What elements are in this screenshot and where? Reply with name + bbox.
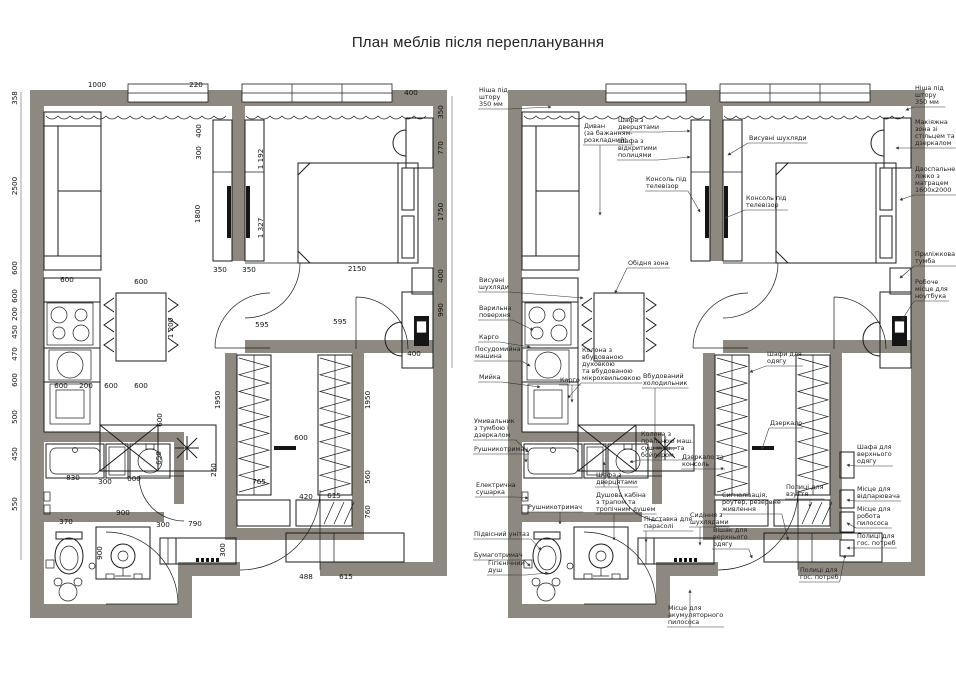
annotation-label: Диван (за бажанням-розкладний) [584,122,633,144]
annotation-label: Шафи для одягу [767,350,802,365]
annotation-leader [749,549,752,558]
dim-label: 595 [333,317,347,326]
dim-label: 300 [156,520,170,529]
annotation-label: Колона з вбудованою духовкою та вбудованою мікрохвильовкою [582,346,641,382]
annotation-leader [615,268,627,293]
annotation-label: Рушникотримач [528,503,583,511]
annotation-label: Обідня зона [628,259,669,267]
dim-label: 400 [194,124,203,138]
dim-label: 450 [10,325,19,339]
fridge-symbol [175,436,199,460]
mirror [274,446,296,450]
dim-label: 600 [155,413,164,427]
hob [47,303,93,345]
dim-label: 990 [436,303,445,317]
dim-label: 420 [299,492,313,501]
apartment-plan-base [30,84,447,618]
annotation-label: Карго [479,333,499,341]
annotation-label: Сидіння з шухлядами [690,511,729,526]
annotation-label: Шафа з відкритими полицями [618,137,657,159]
annotation-label: Гігієнічний душ [488,559,525,574]
dim-label: 350 [213,265,227,274]
annotation-label: Сигналізація, роутер, резервне живлення [722,491,781,513]
dim-label: 200 [79,381,93,390]
dim-label: 2500 [10,176,19,196]
dim-label: 400 [404,88,418,97]
dim-label: 600 [134,277,148,286]
annotation-leader [762,428,769,449]
curtain-line [46,116,226,119]
annotation-label: Висувні шухляди [749,134,807,142]
dim-label: 1950 [363,390,372,410]
dim-label: 400 [436,269,445,283]
curtain-line [246,116,426,119]
towel-holder [44,492,50,501]
annotation-leader [630,460,640,462]
annotation-label: Підставка для парасолі [644,515,693,530]
dim-label: 350 [436,105,445,119]
corridor-wall-cabinets [840,452,854,556]
dim-label: 615 [339,572,353,581]
annotation-label: Підвісний унітаз [474,530,530,538]
annotation-leader [658,157,690,160]
dim-label: 550 [10,497,19,511]
annotation-leader [847,500,856,501]
wc-room [46,527,150,601]
dim-label: 1 200 [166,317,175,339]
paper-holder [46,560,54,568]
annotation-label: Вішак для верхнього одягу [713,526,748,548]
dim-label: 765 [252,477,266,486]
dim-label: 830 [66,473,80,482]
sofa [44,112,101,270]
annotation-leader [522,361,530,366]
tv-left [227,186,231,238]
annotation-label: Електрична сушарка [476,481,516,496]
window [128,84,392,102]
annotation-label: Дзеркало [770,419,803,427]
dim-label: 300 [218,543,227,557]
kitchen-counter [44,278,216,471]
annotation-label: Умивальник з тумбою і дзеркалом [474,417,515,439]
dim-label: 1950 [213,390,222,410]
dim-label: 200 [10,307,19,321]
annotation-leader [660,131,690,132]
annotation-label: Варильна поверхня [479,304,512,319]
dim-label: 560 [363,470,372,484]
walls [30,90,447,618]
dim-label: 470 [10,347,19,361]
dim-label: 600 [10,373,19,387]
dim-label: 650 [154,451,163,465]
dim-label: 600 [54,381,68,390]
dim-label: 600 [10,289,19,303]
dim-label: 370 [59,517,73,526]
hygienic-shower-icon [89,563,95,569]
dim-label: 450 [10,447,19,461]
annotation-label: Приліжкова тумба [915,250,956,265]
cargo-unit [50,384,90,424]
annotation-label: Шафа з дверцятами [618,116,659,131]
annotation-label: Карго [560,376,580,384]
dim-label: 600 [104,381,118,390]
dim-label: 1800 [193,204,202,224]
annotation-leader [688,191,700,212]
annotation-label: Консоль під телевізор [746,194,787,209]
annotation-label: Полиці для взуття [786,483,824,498]
dim-label: 1750 [436,202,445,222]
dim-label: 900 [95,546,104,560]
annotation-label: Шафа з дверцятами [596,471,637,486]
annotation-label: Полиці для гос. потреб [857,532,896,547]
dim-label: 900 [116,508,130,517]
shoe-shelf-lines [324,502,354,524]
annotation-label: Місце для акумуляторного пилососа [668,604,724,626]
dim-label: 615 [327,491,341,500]
dim-label: 600 [294,433,308,442]
dim-label: 760 [363,505,372,519]
annotation-label: Консоль під телевізор [646,175,687,190]
annotation-label: Рушникотримач [474,445,529,453]
tv-right [246,186,250,238]
dim-label: 500 [10,410,19,424]
annotation-label: Ніша під штору 350 мм [915,84,944,106]
annotation-leader [847,523,856,528]
annotation-label: Душова кабіна з трапом та тропічним душем [596,491,656,513]
annotation-label: Дзеркало та консоль [682,453,724,468]
dim-label: 358 [10,91,19,105]
annotation-label: Полиці для гос. потреб [800,566,839,581]
dim-label: 770 [436,141,445,155]
double-bed [298,163,418,263]
dim-label: 300 [194,146,203,160]
annotation-label: Робоче місце для ноутбука [915,278,948,300]
dim-label: 790 [188,519,202,528]
dim-label: 600 [60,275,74,284]
page-title: План меблів після перепланування [351,34,605,51]
makeup-console [393,118,433,168]
dim-label: 350 [242,265,256,274]
kitchen-sink [49,350,91,380]
annotation-leader [847,465,856,466]
annotation-label: Місце для робота пилососа [857,505,891,527]
annotation-label: Висувні шухляди [479,276,509,291]
annotation-label: Двоспальне ліжко з матрацем 1600х2000 [915,165,956,194]
dim-label: 600 [127,474,141,483]
toilet [55,538,83,574]
annotation-label: Ніша під штору 350 мм [479,86,508,108]
annotation-label: Вбудований холодильник [643,372,688,387]
dim-label: 2150 [347,264,367,273]
dim-label: 220 [189,80,203,89]
bedside-table [412,268,433,294]
annotation-label: Бумаготримач [474,551,523,559]
dim-label: 300 [98,477,112,486]
dim-label: 1000 [87,80,107,89]
annotation-leader [524,560,530,566]
dim-label: 1 192 [256,148,265,170]
annotation-leader [750,366,766,372]
dim-label: 600 [10,261,19,275]
dim-label: 595 [255,320,269,329]
dim-label: 488 [299,572,313,581]
annotation-label: Шафа для верхнього одягу [857,443,892,465]
annotation-label: Колона з пральною маш., суш маш., та бойлером [641,430,696,459]
annotation-label: Посудомийна машина [475,345,521,360]
annotation-label: Місце для відпарювача [857,485,900,500]
dim-label: 600 [134,381,148,390]
dim-label: 400 [407,349,421,358]
floor-sink [59,583,77,601]
annotation-label: Мийка [479,373,501,381]
dim-label: 1 327 [256,217,265,239]
chairs-left [104,298,114,352]
annotation-leader [728,143,748,155]
annotation-label: Макіяжна зона зі стільцем та дзеркалом [915,118,955,147]
dim-label: 250 [209,463,218,477]
